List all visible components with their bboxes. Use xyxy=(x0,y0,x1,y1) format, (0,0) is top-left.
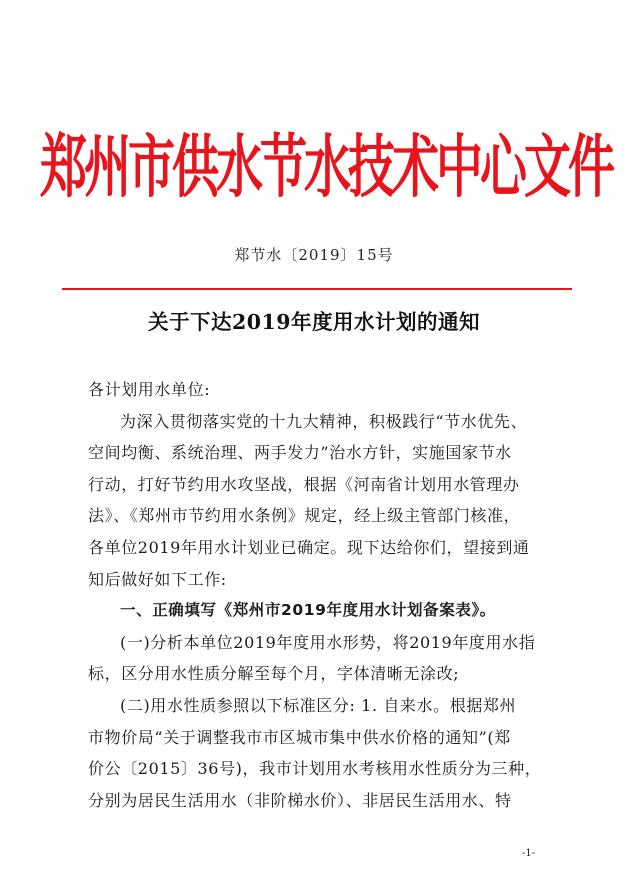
body-line: 分别为居民生活用水（非阶梯水价）、非居民生活用水、特 xyxy=(88,790,512,810)
page-number: -1- xyxy=(522,848,536,859)
body-line: 市物价局“关于调整我市市区城市集中供水价格的通知”(郑 xyxy=(88,727,511,747)
body-line: 行动，打好节约用水攻坚战，根据《河南省计划用水管理办 xyxy=(88,474,520,494)
body-line: (一)分析本单位2019年度用水形势，将2019年度用水指 xyxy=(120,632,536,652)
body-line: 各单位2019年用水计划业已确定。现下达给你们，望接到通 xyxy=(88,537,530,557)
body-line: 为深入贯彻落实党的十九大精神，积极践行“节水优先、 xyxy=(120,411,528,431)
body-line: (二)用水性质参照以下标准区分: 1. 自来水。根据郑州 xyxy=(120,695,517,715)
document-masthead: 郑州市供水节水技术中心文件 xyxy=(40,127,612,208)
body-line: 知后做好如下工作: xyxy=(88,569,227,589)
body-line: 标，区分用水性质分解至每个月，字体清晰无涂改; xyxy=(88,664,460,684)
document-body xyxy=(88,374,548,816)
body-line: 空间均衡、系统治理、两手发力”治水方针，实施国家节水 xyxy=(88,443,512,463)
document-number: 郑节水〔2019〕15号 xyxy=(234,246,394,264)
body-line: 价公〔2015〕36号)，我市计划用水考核用水性质分为三种， xyxy=(88,759,542,779)
red-separator-line xyxy=(62,288,572,290)
body-line: 法》、《郑州市节约用水条例》规定，经上级主管部门核准， xyxy=(88,506,521,526)
salutation: 各计划用水单位: xyxy=(88,380,211,399)
document-title: 关于下达2019年度用水计划的通知 xyxy=(147,310,481,334)
section-heading: 一、正确填写《郑州市2019年度用水计划备案表》。 xyxy=(120,601,496,620)
